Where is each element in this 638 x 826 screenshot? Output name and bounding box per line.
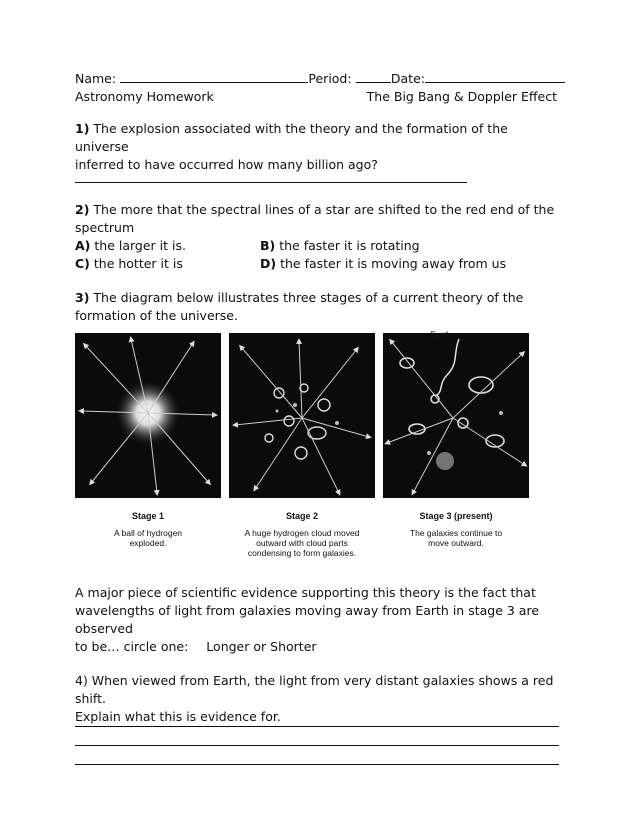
q4-answer-line-3[interactable] bbox=[75, 746, 559, 765]
q3-follow-1: A major piece of scientific evidence supporting this theory is the fact that bbox=[75, 585, 536, 600]
stage-2-text: A huge hydrogen cloud moved outward with cloud parts condensing to form galaxies. bbox=[244, 528, 360, 558]
q3-number: 3) bbox=[75, 290, 90, 305]
question-4 bbox=[75, 672, 565, 765]
option-text: the larger it is. bbox=[94, 238, 186, 253]
earth-label: Earth bbox=[430, 330, 452, 340]
worksheet bbox=[75, 70, 565, 765]
name-label: Name: bbox=[75, 71, 117, 86]
q2-text-1: The more that the spectral lines of a star are shifted to the red end of the bbox=[93, 202, 555, 217]
choice-shorter[interactable]: Shorter bbox=[270, 639, 317, 654]
stage-1-image bbox=[75, 333, 221, 498]
choice-longer[interactable]: Longer bbox=[206, 639, 250, 654]
q3-follow-2: wavelengths of light from galaxies moving away from Earth in stage 3 are observed bbox=[75, 603, 540, 636]
stage-3-text: The galaxies continue to move outward. bbox=[409, 528, 503, 548]
option-text: the hotter it is bbox=[93, 256, 183, 271]
question-3 bbox=[75, 289, 565, 656]
name-field[interactable] bbox=[75, 70, 308, 88]
option-letter: A) bbox=[75, 238, 91, 253]
q3-text-2: formation of the universe. bbox=[75, 308, 238, 323]
q1-text-1: The explosion associated with the theory and the formation of the universe bbox=[75, 121, 508, 154]
big-bang-diagram bbox=[75, 330, 529, 578]
q4-text-2: Explain what this is evidence for. bbox=[75, 709, 281, 724]
stage-1-text: A ball of hydrogen exploded. bbox=[113, 528, 183, 548]
q2-option-d[interactable] bbox=[260, 255, 565, 273]
stage-1-caption bbox=[75, 511, 221, 548]
period-blank[interactable] bbox=[356, 70, 391, 83]
header-row-2 bbox=[75, 88, 565, 106]
circle-one-prompt: to be… circle one: bbox=[75, 639, 189, 654]
stage-3-image bbox=[383, 333, 529, 498]
stage-3-caption bbox=[383, 511, 529, 548]
q2-option-b[interactable] bbox=[260, 237, 565, 255]
q2-options bbox=[75, 237, 565, 273]
stage-3-title: Stage 3 (present) bbox=[419, 511, 493, 521]
question-1 bbox=[75, 120, 565, 183]
stage-1-title: Stage 1 bbox=[131, 511, 164, 521]
side-mark: : bbox=[525, 464, 529, 475]
q2-number: 2) bbox=[75, 202, 90, 217]
date-blank[interactable] bbox=[425, 70, 565, 83]
date-label: Date: bbox=[390, 71, 425, 86]
stage-2-caption bbox=[229, 511, 375, 558]
stage-2-image bbox=[229, 333, 375, 498]
topic-title: The Big Bang & Doppler Effect bbox=[366, 89, 557, 104]
q4-answer-line-2[interactable] bbox=[75, 727, 559, 746]
choice-or: or bbox=[253, 639, 267, 654]
earth-pointer bbox=[437, 339, 459, 395]
q1-number: 1) bbox=[75, 121, 90, 136]
q4-text-1: 4) When viewed from Earth, the light from very distant galaxies shows a red shift. bbox=[75, 673, 554, 706]
q1-answer-line[interactable] bbox=[75, 174, 467, 183]
q2-option-a[interactable] bbox=[75, 237, 260, 255]
option-letter: D) bbox=[260, 256, 277, 271]
option-text: the faster it is rotating bbox=[279, 238, 420, 253]
name-blank[interactable] bbox=[120, 70, 308, 83]
stage-2-title: Stage 2 bbox=[285, 511, 318, 521]
q1-text-2: inferred to have occurred how many billion ago? bbox=[75, 157, 378, 172]
question-2 bbox=[75, 201, 565, 273]
period-field[interactable] bbox=[308, 70, 390, 88]
option-text: the faster it is moving away from us bbox=[280, 256, 507, 271]
date-field[interactable] bbox=[391, 70, 565, 88]
header-row-1 bbox=[75, 70, 565, 88]
q2-option-c[interactable] bbox=[75, 255, 260, 273]
q2-text-2: spectrum bbox=[75, 220, 135, 235]
period-label: Period: bbox=[308, 71, 352, 86]
option-letter: B) bbox=[260, 238, 276, 253]
option-letter: C) bbox=[75, 256, 90, 271]
q3-text-1: The diagram below illustrates three stages of a current theory of the bbox=[93, 290, 524, 305]
course-title: Astronomy Homework bbox=[75, 89, 214, 104]
q3-follow-3 bbox=[75, 638, 565, 656]
